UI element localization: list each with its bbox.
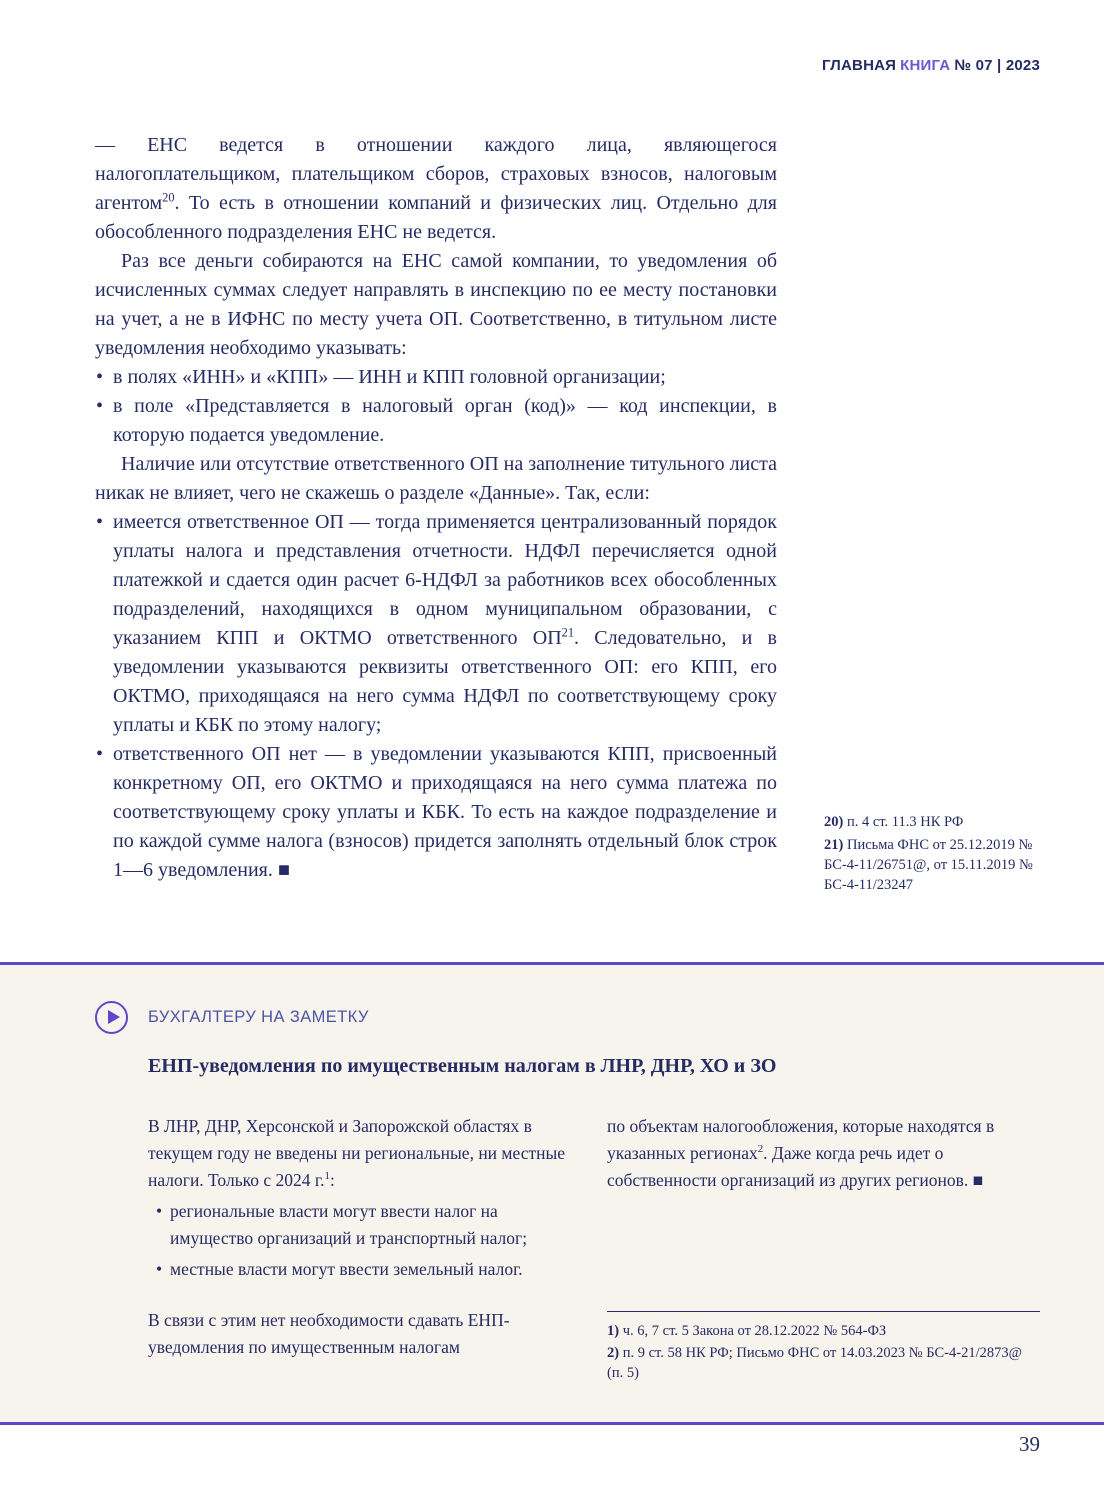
article-bullet-item: • в поле «Представляется в налоговый орган (код)» — код инспекции, в которую подается уведомление. <box>95 392 777 450</box>
footnote-number: 21) <box>824 837 847 853</box>
page-header <box>822 57 1040 74</box>
article-flow <box>95 131 777 885</box>
note-footnotes <box>607 1311 1040 1385</box>
footnote-number: 20) <box>824 814 847 830</box>
note-closing-paragraph: В связи с этим нет необходимости сдавать ЕНП-уведомления по имущественным налогам <box>148 1310 510 1357</box>
page-number: 39 <box>1019 1432 1040 1456</box>
note-kicker-label: БУХГАЛТЕРУ НА ЗАМЕТКУ <box>148 1008 369 1026</box>
footnote-marker: 20 <box>162 190 175 205</box>
footnote: 1) ч. 6, 7 ст. 5 Закона от 28.12.2022 № 564-ФЗ <box>607 1323 887 1339</box>
footnote-marker: 2 <box>757 1143 764 1156</box>
note-column-left <box>148 1113 572 1361</box>
article-paragraph: Раз все деньги собираются на ЕНС самой компании, то уведомления об исчисленных суммах следует направлять в инспекцию по ее месту постановки на учет, а не в ИФНС по месту учета ОП. Соответственно, в титульном листе уведомления необходимо указывать: <box>95 250 777 359</box>
note-right-paragraph: по объектам налогообложения, которые находятся в указанных регионах$^2$. Даже когда речь идет о собственности организаций из других регионов. ■ <box>607 1116 995 1190</box>
article-bullet-item: • имеется ответственное ОП — тогда применяется централизованный порядок уплаты налога и представления отчетности. НДФЛ перечисляется одной платежкой и сдается один расчет 6-НДФЛ за работников всех обособленных подразделений, находящихся в одном муниципальном образовании, с указанием КПП и ОКТМО ответственного ОП$^{21}$. Следовательно, и в уведомлении указываются реквизиты ответственного ОП: его КПП, его ОКТМО, приходящаяся на него сумма НДФЛ по соответствующему сроку уплаты и КБК по этому налогу; <box>95 508 777 740</box>
note-bullet-list <box>148 1198 572 1283</box>
note-kicker-row <box>95 1001 369 1034</box>
footnote-number: 1) <box>607 1323 623 1339</box>
article-paragraph: — ЕНС ведется в отношении каждого лица, являющегося налогоплательщиком, плательщиком сборов, страховых взносов, налоговым агентом$^{20}$. То есть в отношении компаний и физических лиц. Отдельно для обособленного подразделения ЕНС не ведется. <box>95 134 777 243</box>
magazine-title-part2: КНИГА <box>900 57 951 74</box>
footnote-marker: 1 <box>324 1170 330 1183</box>
article-bullet-item: • в полях «ИНН» и «КПП» — ИНН и КПП головной организации; <box>95 363 777 392</box>
article-paragraph: Наличие или отсутствие ответственного ОП на заполнение титульного листа никак не влияет, чего не скажешь о разделе «Данные». Так, если: <box>95 453 777 504</box>
footnote: 20) п. 4 ст. 11.3 НК РФ <box>824 814 964 830</box>
note-title: ЕНП-уведомления по имущественным налогам в ЛНР, ДНР, ХО и ЗО <box>148 1055 777 1077</box>
note-bullet-item: • местные власти могут ввести земельный налог. <box>148 1256 572 1283</box>
note-bullet-item: • региональные власти могут ввести налог на имущество организаций и транспортный налог; <box>148 1198 572 1252</box>
note-intro-paragraph: В ЛНР, ДНР, Херсонской и Запорожской областях в текущем году не введены ни региональные, ни местные налоги. Только с 2024 г.$^1$: <box>148 1116 566 1190</box>
footnote: 2) п. 9 ст. 58 НК РФ; Письмо ФНС от 14.03.2023 № БС-4-21/2873@ (п. 5) <box>607 1345 1022 1381</box>
note-column-right <box>607 1113 1031 1194</box>
note-section <box>0 962 1104 1425</box>
footnote-marker: 21 <box>561 625 575 640</box>
issue-number: № 07 | 2023 <box>954 57 1040 74</box>
magazine-title-part1: ГЛАВНАЯ <box>821 57 897 74</box>
footnote: 21) Письма ФНС от 25.12.2019 № БС-4-11/26751@, от 15.11.2019 № БС-4-11/23247 <box>824 837 1033 893</box>
article-footnotes <box>824 812 1046 898</box>
play-icon <box>95 1001 128 1034</box>
footnote-number: 2) <box>607 1345 623 1361</box>
article-bullet-item: • ответственного ОП нет — в уведомлении указываются КПП, присвоенный конкретному ОП, его ОКТМО и приходящаяся на него сумма платежа по соответствующему сроку уплаты и КБК. То есть на каждое подразделение и по каждой сумме налога (взносов) придется заполнять отдельный блок строк 1—6 уведомления. ■ <box>95 740 777 885</box>
